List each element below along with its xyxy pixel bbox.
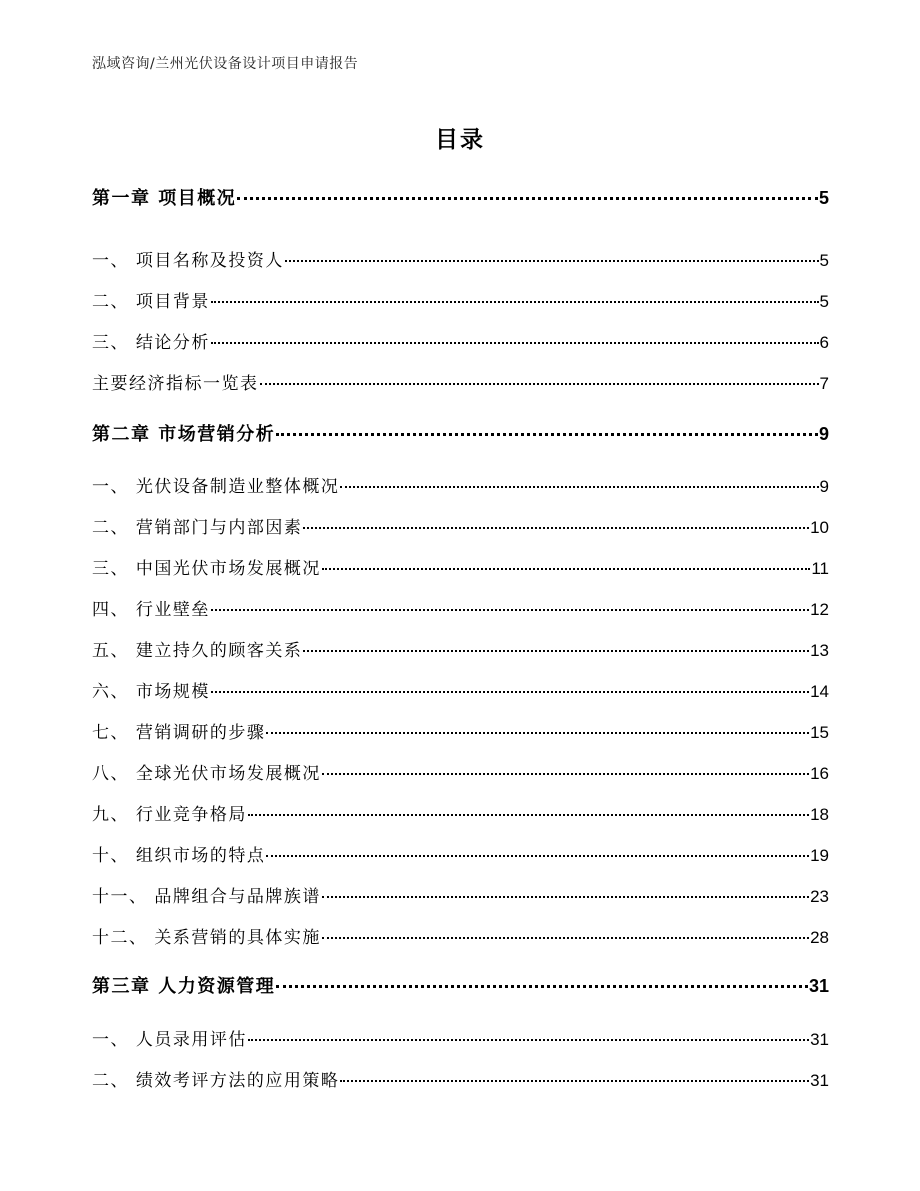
toc-leader-dots <box>276 985 808 988</box>
toc-page-number: 11 <box>811 559 829 578</box>
running-header: 泓域咨询/兰州光伏设备设计项目申请报告 <box>92 56 359 72</box>
toc-leader-dots <box>303 650 809 652</box>
toc-leader-dots <box>266 855 809 857</box>
toc-leader-dots <box>322 568 810 570</box>
toc-entry-label: 八、 全球光伏市场发展概况 <box>92 764 321 784</box>
toc-entry-label: 一、 人员录用评估 <box>92 1030 247 1050</box>
toc-chapter-1[interactable] <box>92 184 829 210</box>
toc-leader-dots <box>276 433 818 436</box>
toc-leader-dots <box>340 486 818 488</box>
toc-entry-label: 第三章 人力资源管理 <box>92 976 276 997</box>
toc-entry-label: 九、 行业竞争格局 <box>92 805 247 825</box>
toc-leader-dots <box>260 383 819 385</box>
toc-entry-label: 第二章 市场营销分析 <box>92 424 276 445</box>
toc-page-number: 10 <box>810 518 829 537</box>
toc-entry[interactable] <box>92 1066 829 1091</box>
toc-entry-label: 二、 绩效考评方法的应用策略 <box>92 1071 340 1091</box>
toc-entry[interactable] <box>92 513 829 538</box>
toc-entry-label: 二、 项目背景 <box>92 292 210 312</box>
toc-leader-dots <box>340 1080 809 1082</box>
toc-page-number: 9 <box>818 424 829 444</box>
toc-entry-label: 二、 营销部门与内部因素 <box>92 518 303 538</box>
toc-entry-label: 五、 建立持久的顾客关系 <box>92 641 303 661</box>
toc-page-number: 5 <box>819 251 829 270</box>
toc-page-number: 18 <box>810 805 829 824</box>
toc-entry[interactable] <box>92 636 829 661</box>
toc-entry[interactable] <box>92 841 829 866</box>
toc-title: 目录 <box>435 127 485 153</box>
toc-entry[interactable] <box>92 882 829 907</box>
toc-leader-dots <box>248 814 809 816</box>
toc-entry[interactable] <box>92 759 829 784</box>
toc-entry-label: 一、 光伏设备制造业整体概况 <box>92 477 340 497</box>
toc-page-number: 16 <box>810 764 829 783</box>
toc-page-number: 7 <box>819 374 829 393</box>
toc-entry-label: 第一章 项目概况 <box>92 188 237 209</box>
toc-entry[interactable] <box>92 246 829 271</box>
toc-page-number: 9 <box>819 477 829 496</box>
toc-page-number: 5 <box>819 292 829 311</box>
toc-entry-label: 七、 营销调研的步骤 <box>92 723 266 743</box>
toc-page-number: 13 <box>810 641 829 660</box>
toc-entry[interactable] <box>92 369 829 394</box>
toc-entry[interactable] <box>92 472 829 497</box>
toc-page-number: 6 <box>819 333 829 352</box>
toc-entry[interactable] <box>92 718 829 743</box>
toc-entry[interactable] <box>92 800 829 825</box>
toc-page-number: 23 <box>810 887 829 906</box>
toc-entry[interactable] <box>92 287 829 312</box>
toc-entry[interactable] <box>92 554 829 579</box>
toc-chapter-2[interactable] <box>92 420 829 446</box>
toc-page-number: 19 <box>810 846 829 865</box>
toc-leader-dots <box>211 301 819 303</box>
toc-page-number: 14 <box>810 682 829 701</box>
toc-entry-label: 三、 结论分析 <box>92 333 210 353</box>
toc-leader-dots <box>285 260 819 262</box>
toc-page-number: 5 <box>818 188 829 208</box>
toc-leader-dots <box>322 896 809 898</box>
toc-page-number: 28 <box>810 928 829 947</box>
toc-entry-label: 一、 项目名称及投资人 <box>92 251 284 271</box>
toc-leader-dots <box>211 342 819 344</box>
toc-leader-dots <box>303 527 809 529</box>
toc-leader-dots <box>211 609 809 611</box>
toc-entry[interactable] <box>92 677 829 702</box>
toc-page-number: 31 <box>808 976 829 996</box>
toc-page-number: 12 <box>810 600 829 619</box>
toc-page-number: 31 <box>810 1071 829 1090</box>
toc-leader-dots <box>266 732 809 734</box>
toc-leader-dots <box>322 937 809 939</box>
toc-entry-label: 四、 行业壁垒 <box>92 600 210 620</box>
toc-entry-label: 十一、 品牌组合与品牌族谱 <box>92 887 321 907</box>
toc-entry-label: 三、 中国光伏市场发展概况 <box>92 559 321 579</box>
toc-entry-label: 主要经济指标一览表 <box>92 374 259 394</box>
toc-page-number: 31 <box>810 1030 829 1049</box>
toc-leader-dots <box>248 1039 809 1041</box>
toc-entry[interactable] <box>92 1025 829 1050</box>
toc-leader-dots <box>211 691 809 693</box>
toc-chapter-3[interactable] <box>92 972 829 998</box>
toc-entry-label: 十二、 关系营销的具体实施 <box>92 928 321 948</box>
toc-page-number: 15 <box>810 723 829 742</box>
toc-leader-dots <box>322 773 809 775</box>
toc-entry[interactable] <box>92 923 829 948</box>
toc-entry[interactable] <box>92 328 829 353</box>
toc-leader-dots <box>237 197 818 200</box>
toc-entry-label: 六、 市场规模 <box>92 682 210 702</box>
toc-entry[interactable] <box>92 595 829 620</box>
toc-entry-label: 十、 组织市场的特点 <box>92 846 266 866</box>
